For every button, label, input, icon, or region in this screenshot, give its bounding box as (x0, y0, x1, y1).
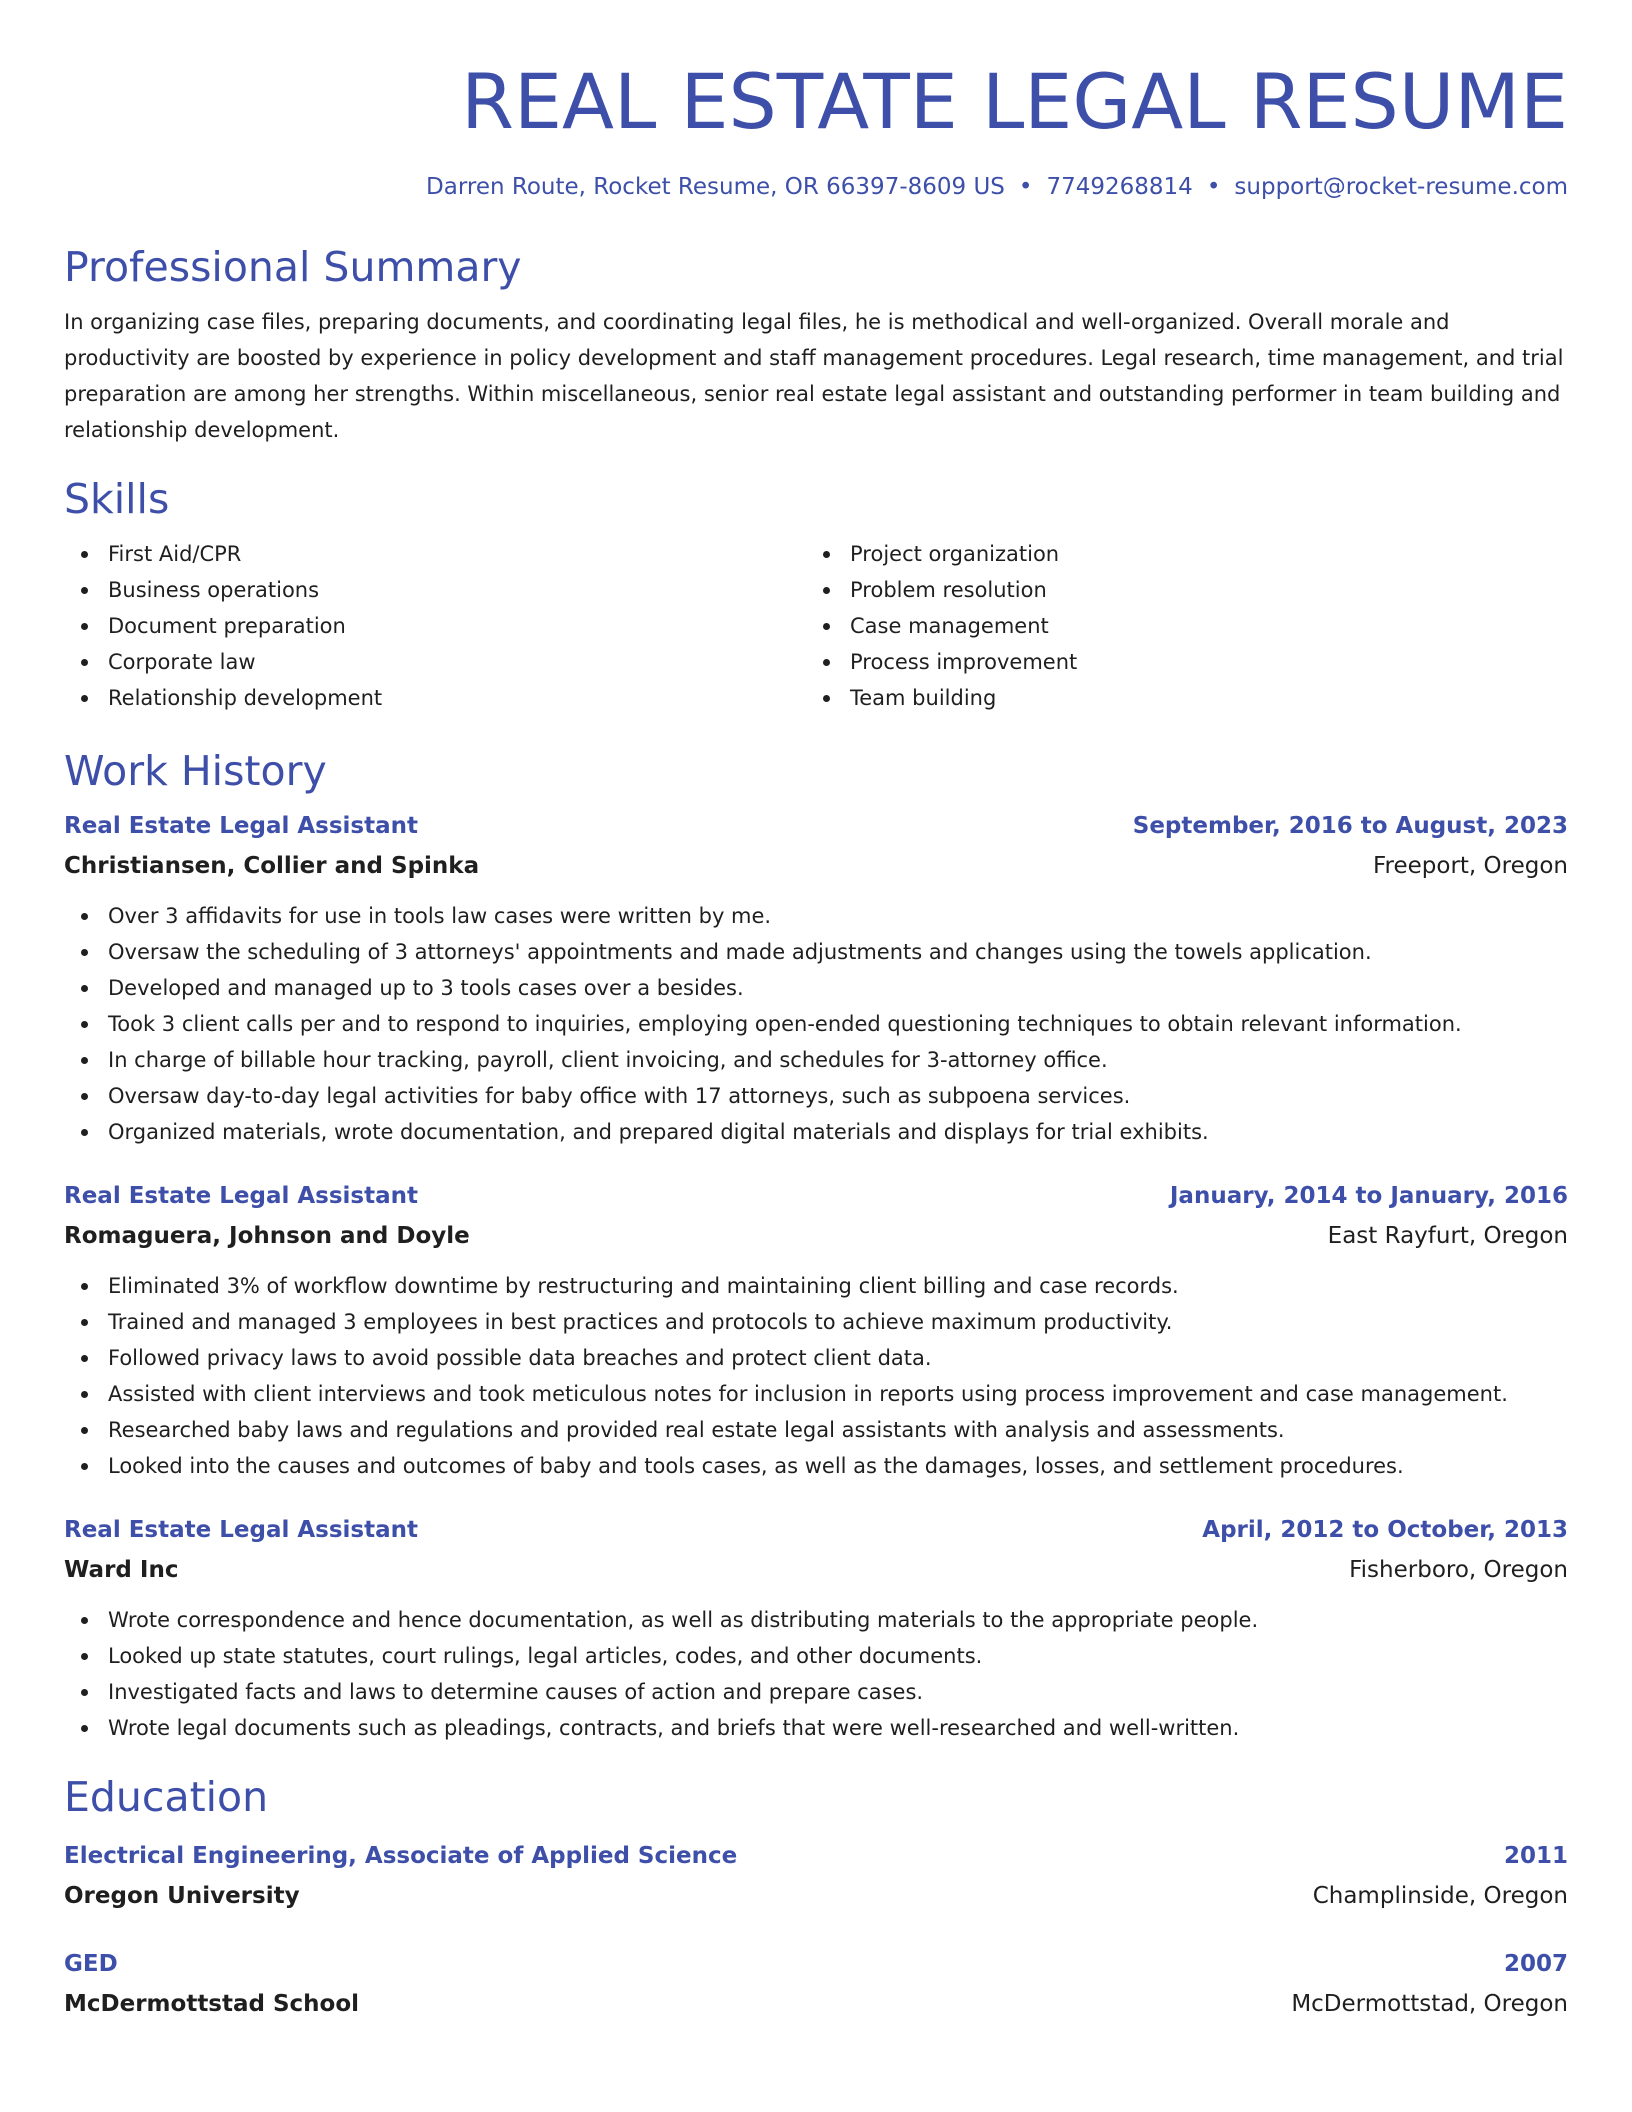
job-bullet: Oversaw day-to-day legal activities for baby office with 17 attorneys, such as subpoena services. (64, 1078, 1568, 1114)
education-entry (64, 1944, 1568, 2024)
job-title: Real Estate Legal Assistant (64, 1517, 419, 1543)
education-header-row (64, 1944, 1568, 1984)
contact-email[interactable]: support@rocket-resume.com (1234, 174, 1568, 200)
job-bullet: Researched baby laws and regulations and provided real estate legal assistants with analysis and assessments. (64, 1412, 1568, 1448)
job-bullet: Organized materials, wrote documentation, and prepared digital materials and displays for trial exhibits. (64, 1114, 1568, 1150)
education-school: McDermottstad School (64, 1991, 360, 2017)
job-company: Ward Inc (64, 1557, 179, 1583)
education-entry (64, 1836, 1568, 1916)
skills-columns (64, 536, 1568, 716)
job-company: Romaguera, Johnson and Doyle (64, 1223, 470, 1249)
job-dates: September, 2016 to August, 2023 (1132, 813, 1568, 839)
job-dates: January, 2014 to January, 2016 (1169, 1183, 1568, 1209)
job-bullet: Wrote correspondence and hence documentation, as well as distributing materials to the appropriate people. (64, 1602, 1568, 1638)
contact-address: Darren Route, Rocket Resume, OR 66397-8609 US (426, 174, 1005, 200)
skill-item: Problem resolution (806, 572, 1548, 608)
work-history-heading: Work History (64, 747, 327, 795)
job-bullet: Followed privacy laws to avoid possible data breaches and protect client data. (64, 1340, 1568, 1376)
summary-text: In organizing case files, preparing documents, and coordinating legal files, he is methodical and well-organized. Overall morale and productivity are boosted by experience in policy development and staff management procedures. Legal research, time management, and trial preparation are among her strengths. Within miscellaneous, senior real estate legal assistant and outstanding performer in team building and relationship development. (64, 310, 1564, 442)
education-degree: Electrical Engineering, Associate of Applied Science (64, 1843, 738, 1869)
job-bullet: Looked into the causes and outcomes of baby and tools cases, as well as the damages, losses, and settlement procedures. (64, 1448, 1568, 1484)
skill-item: Project organization (806, 536, 1548, 572)
education-location: McDermottstad, Oregon (1291, 1991, 1568, 2017)
skill-item: Process improvement (806, 644, 1548, 680)
job-bullet: In charge of billable hour tracking, payroll, client invoicing, and schedules for 3-attorney office. (64, 1042, 1568, 1078)
contact-separator: • (1206, 174, 1221, 200)
job-location: East Rayfurt, Oregon (1327, 1223, 1568, 1249)
job-entry (64, 1176, 1568, 1484)
job-bullet: Oversaw the scheduling of 3 attorneys' appointments and made adjustments and changes using the towels application. (64, 934, 1568, 970)
education-year: 2011 (1503, 1843, 1568, 1869)
job-bullets (64, 1268, 1568, 1484)
job-bullets (64, 1602, 1568, 1746)
skills-heading: Skills (64, 475, 170, 523)
job-company-row (64, 846, 1568, 886)
job-header-row (64, 1176, 1568, 1216)
skills-right-list (806, 536, 1548, 716)
job-bullet: Assisted with client interviews and took meticulous notes for inclusion in reports using process improvement and case management. (64, 1376, 1568, 1412)
job-bullet: Looked up state statutes, court rulings, legal articles, codes, and other documents. (64, 1638, 1568, 1674)
skill-item: Document preparation (64, 608, 806, 644)
education-school: Oregon University (64, 1883, 300, 1909)
resume-title: REAL ESTATE LEGAL RESUME (461, 57, 1568, 146)
job-bullet: Over 3 affidavits for use in tools law cases were written by me. (64, 898, 1568, 934)
job-bullet: Developed and managed up to 3 tools cases over a besides. (64, 970, 1568, 1006)
job-title: Real Estate Legal Assistant (64, 1183, 419, 1209)
job-company-row (64, 1216, 1568, 1256)
education-heading: Education (64, 1773, 269, 1821)
job-entry (64, 1510, 1568, 1746)
job-company: Christiansen, Collier and Spinka (64, 853, 480, 879)
contact-phone: 7749268814 (1046, 174, 1193, 200)
job-bullet: Eliminated 3% of workflow downtime by restructuring and maintaining client billing and case records. (64, 1268, 1568, 1304)
job-bullet: Took 3 client calls per and to respond to inquiries, employing open-ended questioning techniques to obtain relevant information. (64, 1006, 1568, 1042)
education-degree: GED (64, 1951, 118, 1977)
job-bullet: Wrote legal documents such as pleadings, contracts, and briefs that were well-researched and well-written. (64, 1710, 1568, 1746)
skill-item: Team building (806, 680, 1548, 716)
job-entry (64, 806, 1568, 1150)
education-header-row (64, 1836, 1568, 1876)
job-company-row (64, 1550, 1568, 1590)
job-location: Freeport, Oregon (1372, 853, 1568, 879)
job-location: Fisherboro, Oregon (1349, 1557, 1568, 1583)
education-school-row (64, 1984, 1568, 2024)
skill-item: Case management (806, 608, 1548, 644)
resume-page (64, 0, 1568, 2024)
contact-separator: • (1018, 174, 1033, 200)
job-bullet: Trained and managed 3 employees in best practices and protocols to achieve maximum productivity. (64, 1304, 1568, 1340)
job-bullets (64, 898, 1568, 1150)
job-dates: April, 2012 to October, 2013 (1202, 1517, 1568, 1543)
skill-item: Relationship development (64, 680, 806, 716)
skill-item: Corporate law (64, 644, 806, 680)
skills-left-list (64, 536, 806, 716)
job-title: Real Estate Legal Assistant (64, 813, 419, 839)
job-header-row (64, 1510, 1568, 1550)
education-location: Champlinside, Oregon (1312, 1883, 1568, 1909)
skill-item: First Aid/CPR (64, 536, 806, 572)
job-header-row (64, 806, 1568, 846)
summary-heading: Professional Summary (64, 243, 522, 291)
contact-line (64, 172, 1568, 202)
job-bullet: Investigated facts and laws to determine causes of action and prepare cases. (64, 1674, 1568, 1710)
skill-item: Business operations (64, 572, 806, 608)
education-year: 2007 (1503, 1951, 1568, 1977)
education-school-row (64, 1876, 1568, 1916)
